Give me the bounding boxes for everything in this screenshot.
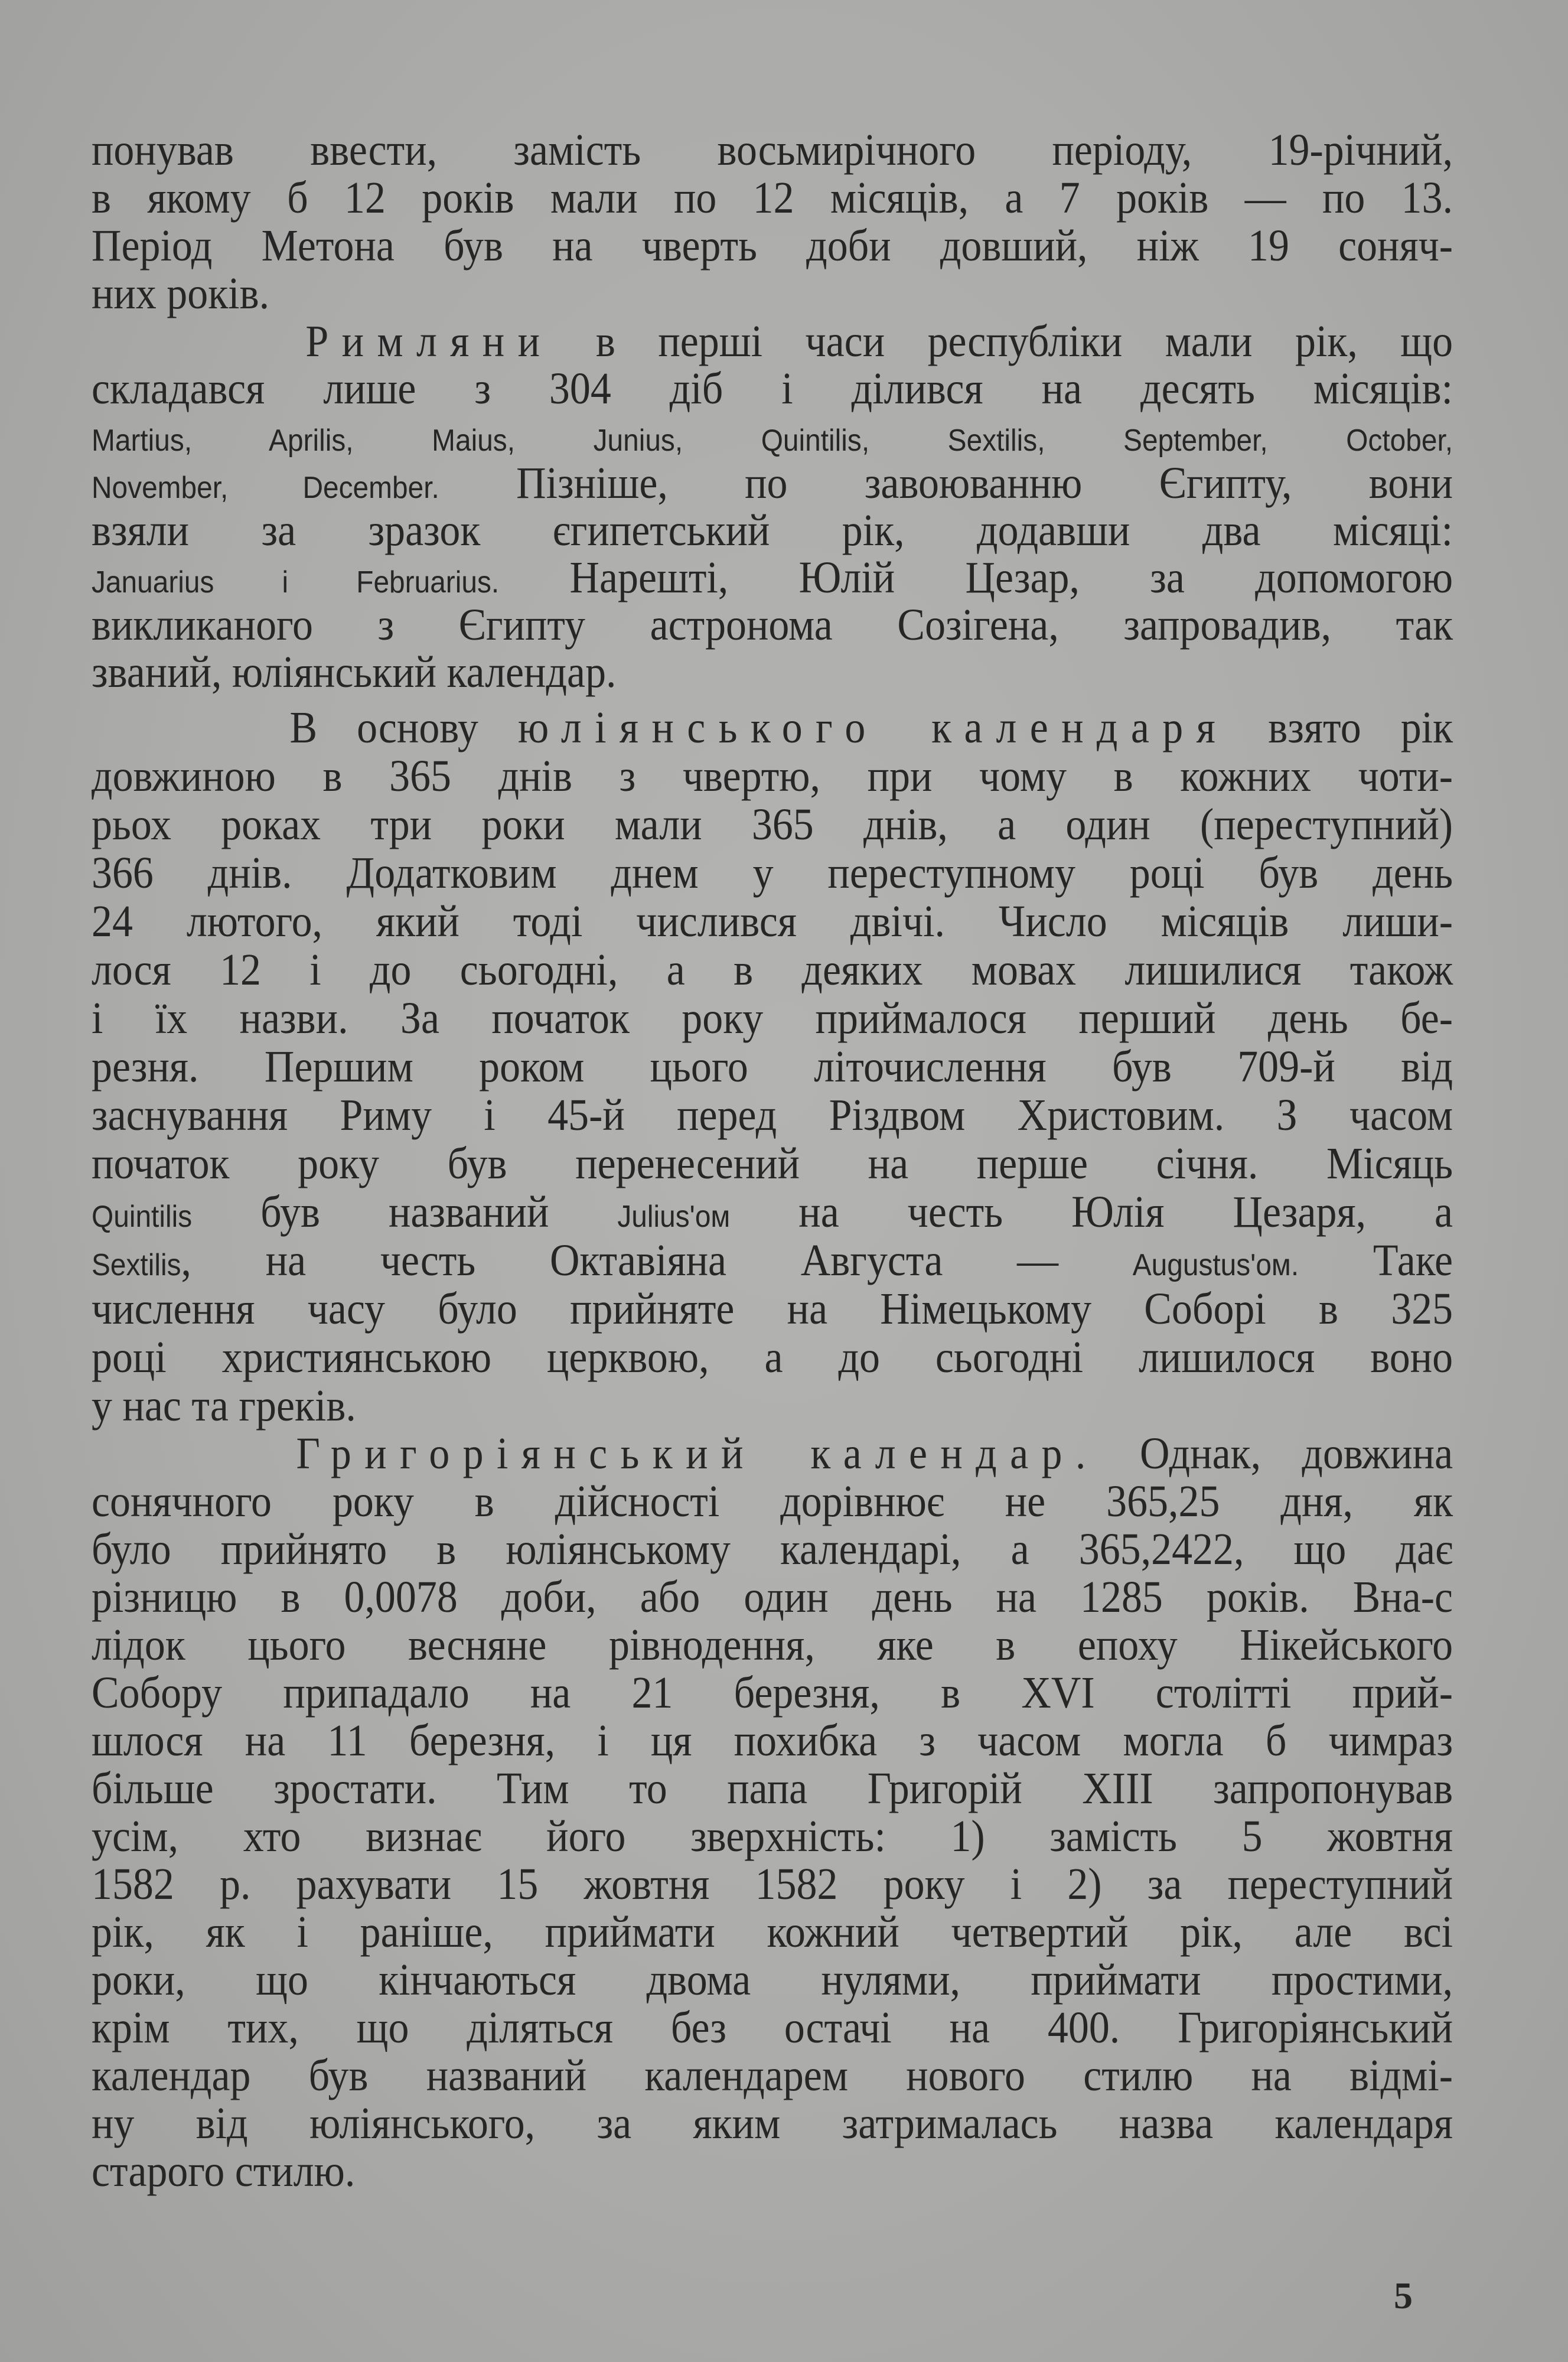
paragraph (92, 703, 1453, 1430)
text-segment: Період Метона був на чверть доби довший, ніж 19 соняч- (92, 221, 1453, 271)
text-segment: числення часу було прийняте на Німецькому Соборі в 325 (92, 1284, 1453, 1334)
text-segment: званий, юліянський календар. (92, 647, 617, 697)
text-segment: 366 днів. Додатковим днем у переступному році був день (92, 848, 1453, 898)
text-segment: шлося на 11 березня, і ця похибка з часом могла б чимраз (92, 1716, 1453, 1765)
latin-term: Martius, Aprilis, Maius, Junius, Quintilis, Sextilis, September, October, (92, 423, 1453, 458)
text-line (92, 1382, 1453, 1430)
text-line (92, 1717, 1453, 1765)
text-line (92, 1333, 1453, 1382)
text-segment: взято рік (1228, 703, 1453, 752)
text-segment: , на честь Октавіяна Августа — (181, 1236, 1133, 1285)
text-line (92, 1573, 1453, 1621)
text-line (92, 270, 1453, 318)
latin-term: Sextilis (92, 1248, 181, 1282)
text-line (92, 2148, 1453, 2195)
text-segment: Собору припадало на 21 березня, в XVI столітті прий- (92, 1668, 1453, 1718)
text-line (92, 554, 1453, 601)
text-line (92, 460, 1453, 507)
text-segment: рьох роках три роки мали 365 днів, а один (переступний) (92, 800, 1453, 849)
latin-term: November, December. (92, 471, 439, 505)
text-segment: було прийнято в юліянському календарі, а 365,2422, що дає (92, 1524, 1453, 1574)
text-line (92, 2004, 1453, 2052)
text-line (92, 994, 1453, 1042)
text-line (92, 1669, 1453, 1717)
text-line (92, 1430, 1453, 1478)
text-line (92, 1621, 1453, 1669)
text-line (92, 412, 1453, 460)
text-line (92, 318, 1453, 365)
text-line (92, 1042, 1453, 1091)
text-line (92, 1956, 1453, 2004)
text-line (92, 1188, 1453, 1236)
text-line (92, 601, 1453, 649)
text-segment: 1582 р. рахувати 15 жовтня 1582 року і 2) за переступний (92, 1859, 1453, 1909)
text-segment: календар був названий календарем нового стилю на відмі- (92, 2051, 1453, 2100)
text-segment: різницю в 0,0078 доби, або один день на 1285 років. Вна-с (92, 1572, 1453, 1622)
text-line (92, 752, 1453, 800)
text-segment: був названий (192, 1187, 618, 1237)
text-line (92, 507, 1453, 554)
text-segment: роки, що кінчаються двома нулями, приймати простими, (92, 1955, 1453, 2005)
text-segment (92, 317, 305, 366)
text-segment (92, 1429, 296, 1478)
text-segment: Таке (1299, 1236, 1453, 1285)
spaced-emphasis: Григоріянський календар. (296, 1429, 1099, 1478)
text-segment: більше зростати. Тим то папа Григорій XIII запропонував (92, 1764, 1453, 1813)
text-segment: старого стилю. (92, 2146, 356, 2196)
text-segment: у нас та греків. (92, 1381, 356, 1431)
text-line (92, 1813, 1453, 1861)
text-line (92, 222, 1453, 270)
text-line (92, 946, 1453, 994)
text-line (92, 897, 1453, 946)
paragraph (92, 1430, 1453, 2195)
text-line (92, 365, 1453, 412)
text-line (92, 1861, 1453, 1908)
text-segment: резня. Першим роком цього літочислення був 709-й від (92, 1042, 1453, 1092)
text-segment: і їх назви. За початок року приймалося перший день бе- (92, 993, 1453, 1043)
text-line (92, 2052, 1453, 2100)
latin-term: Januarius i Februarius. (92, 565, 500, 600)
spaced-emphasis: юліянського календаря (517, 703, 1229, 752)
text-segment: в якому б 12 років мали по 12 місяців, а 7 років — по 13. (92, 173, 1453, 223)
text-line (92, 1908, 1453, 1956)
paragraph (92, 126, 1453, 318)
text-segment: Пізніше, по завоюванню Єгипту, вони (439, 458, 1453, 508)
text-segment: ну від юліянського, за яким затрималась назва календаря (92, 2099, 1453, 2148)
text-segment: Однак, довжина (1098, 1429, 1453, 1478)
text-segment: усім, хто визнає його зверхність: 1) замість 5 жовтня (92, 1812, 1453, 1861)
text-line (92, 703, 1453, 752)
text-line (92, 1285, 1453, 1333)
text-line (92, 849, 1453, 897)
text-segment: понував ввести, замість восьмирічного періоду, 19-річний, (92, 125, 1453, 175)
text-segment: викликаного з Єгипту астронома Созігена, запровадив, так (92, 600, 1453, 650)
paragraph (92, 318, 1453, 696)
text-segment: 24 лютого, який тоді числився двічі. Число місяців лиши- (92, 897, 1453, 946)
text-segment: сонячного року в дійсності дорівнює не 365,25 дня, як (92, 1477, 1453, 1526)
text-segment: них років. (92, 269, 270, 318)
text-segment: заснування Риму і 45-й перед Різдвом Христовим. З часом (92, 1090, 1453, 1140)
text-line (92, 1139, 1453, 1188)
latin-term: Julius'ом (617, 1200, 731, 1234)
text-line (92, 1765, 1453, 1813)
text-segment: взяли за зразок єгипетський рік, додавши два місяці: (92, 506, 1453, 555)
text-segment: довжиною в 365 днів з чвертю, при чому в кожних чоти- (92, 751, 1453, 801)
text-line (92, 2100, 1453, 2148)
text-line (92, 1526, 1453, 1573)
text-segment: лідок цього весняне рівнодення, яке в епоху Нікейського (92, 1620, 1453, 1670)
text-segment: Нарешті, Юлій Цезар, за допомогою (499, 553, 1453, 602)
text-segment: крім тих, що діляться без остачі на 400. Григоріянський (92, 2003, 1453, 2053)
page-number: 5 (1394, 2275, 1413, 2317)
text-segment: лося 12 і до сьогодні, а в деяких мовах лишилися також (92, 945, 1453, 995)
text-line (92, 800, 1453, 849)
spaced-emphasis: Римляни (305, 317, 553, 366)
text-line (92, 1236, 1453, 1285)
text-segment: рік, як і раніше, приймати кожний четвертий рік, але всі (92, 1907, 1453, 1957)
text-line (92, 1091, 1453, 1139)
text-segment: складався лише з 304 діб і ділився на десять місяців: (92, 364, 1453, 413)
text-line (92, 649, 1453, 696)
latin-term: Augustus'ом. (1132, 1248, 1299, 1282)
text-line (92, 126, 1453, 174)
text-segment: в перші часи республіки мали рік, що (553, 317, 1453, 366)
text-segment: на честь Юлія Цезаря, а (730, 1187, 1453, 1237)
text-line (92, 1478, 1453, 1526)
text-segment: році християнською церквою, а до сьогодні лишилося воно (92, 1333, 1453, 1382)
text-line (92, 174, 1453, 222)
text-segment: початок року був перенесений на перше січня. Місяць (92, 1139, 1453, 1188)
text-segment: В основу (92, 703, 518, 752)
latin-term: Quintilis (92, 1200, 193, 1234)
